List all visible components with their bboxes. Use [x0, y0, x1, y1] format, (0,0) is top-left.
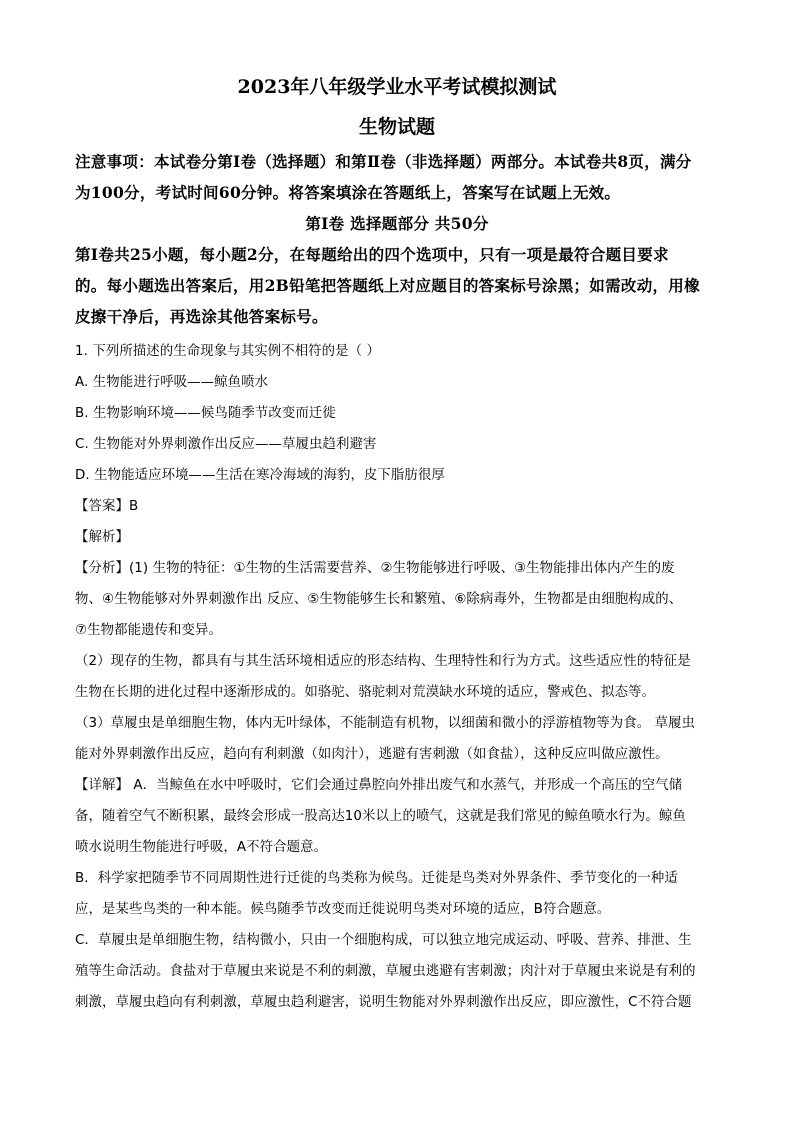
- option-c: C. 生物能对外界刺激作出反应——草履虫趋利避害: [75, 437, 377, 452]
- section-instruction-3: 皮擦干净后，再选涂其他答案标号。: [75, 307, 328, 326]
- option-b: B. 生物影响环境——候鸟随季节改变而迁徙: [75, 406, 336, 421]
- detail-line: 刺激，草履虫趋向有利刺激，草履虫趋利避害，说明生物能对外界刺激作出反应，即应激性，C不符合题: [75, 995, 692, 1010]
- answer-label: 【答案】B: [75, 499, 139, 514]
- detail-line: 殖等生命活动。食盐对于草履虫来说是不利的刺激，草履虫逃避有害刺激；肉汁对于草履虫来说是有利的: [75, 964, 696, 979]
- detail-line: 【详解】 A．当鲸鱼在水中呼吸时，它们会通过鼻腔向外排出废气和水蒸气，并形成一个高压的空气储: [75, 778, 683, 793]
- detail-line: B．科学家把随季节不同周期性进行迁徙的鸟类称为候鸟。迁徙是鸟类对外界条件、季节变化的一种适: [75, 871, 678, 886]
- section-instruction-2: 的。每小题选出答案后，用2B铅笔把答题纸上对应题目的答案标号涂黑；如需改动，用橡: [75, 276, 700, 295]
- detail-line: 应，是某些鸟类的一种本能。候鸟随季节改变而迁徙说明鸟类对环境的适应，B符合题意。: [75, 902, 611, 917]
- section-instruction-1: 第Ⅰ卷共25小题，每小题2分，在每题给出的四个选项中，只有一项是最符合题目要求: [75, 245, 669, 264]
- detail-line: 喷水说明生物能进行呼吸，A不符合题意。: [75, 840, 328, 855]
- analysis-line: 【分析】(1) 生物的特征：①生物的生活需要营养、②生物能够进行呼吸、③生物能排出体内产生的废: [75, 561, 675, 576]
- analysis-line: ⑦生物都能遗传和变异。: [75, 623, 223, 638]
- exam-subject: 生物试题: [358, 116, 435, 138]
- option-d: D. 生物能适应环境——生活在寒冷海域的海豹，皮下脂肪很厚: [75, 468, 445, 483]
- analysis-label: 【解析】: [75, 530, 129, 545]
- analysis-line: （2）现存的生物，都具有与其生活环境相适应的形态结构、生理特性和行为方式。这些适应性的特征是: [75, 654, 691, 669]
- detail-line: 备，随着空气不断积累，最终会形成一股高达10米以上的喷气，这就是我们常见的鲸鱼喷水行为。鲸鱼: [75, 809, 686, 824]
- analysis-line: 生物在长期的进化过程中逐渐形成的。如骆驼、骆驼刺对荒漠缺水环境的适应，警戒色、拟态等。: [75, 685, 656, 700]
- notice-line-2: 为100分，考试时间60分钟。将答案填涂在答题纸上，答案写在试题上无效。: [75, 183, 621, 202]
- analysis-line: 物、④生物能够对外界刺激作出 反应、⑤生物能够生长和繁殖、⑥除病毒外，生物都是由细胞构成的、: [75, 592, 683, 607]
- exam-title: 2023年八年级学业水平考试模拟测试: [237, 76, 557, 98]
- detail-line: C．草履虫是单细胞生物，结构微小，只由一个细胞构成，可以独立地完成运动、呼吸、营养、排泄、生: [75, 933, 692, 948]
- option-a: A. 生物能进行呼吸——鲸鱼喷水: [75, 375, 269, 390]
- analysis-line: （3）草履虫是单细胞生物，体内无叶绿体，不能制造有机物，以细菌和微小的浮游植物等为食。 草履虫: [75, 716, 696, 731]
- section-heading: 第Ⅰ卷 选择题部分 共50分: [305, 214, 489, 233]
- analysis-line: 能对外界刺激作出反应，趋向有利刺激（如肉汁），逃避有害刺激（如食盐），这种反应叫做应激性。: [75, 747, 669, 762]
- notice-line-1: 注意事项：本试卷分第Ⅰ卷（选择题）和第Ⅱ卷（非选择题）两部分。本试卷共8页，满分: [75, 152, 692, 171]
- question-stem: 1. 下列所描述的生命现象与其实例不相符的是（ ）: [75, 344, 380, 359]
